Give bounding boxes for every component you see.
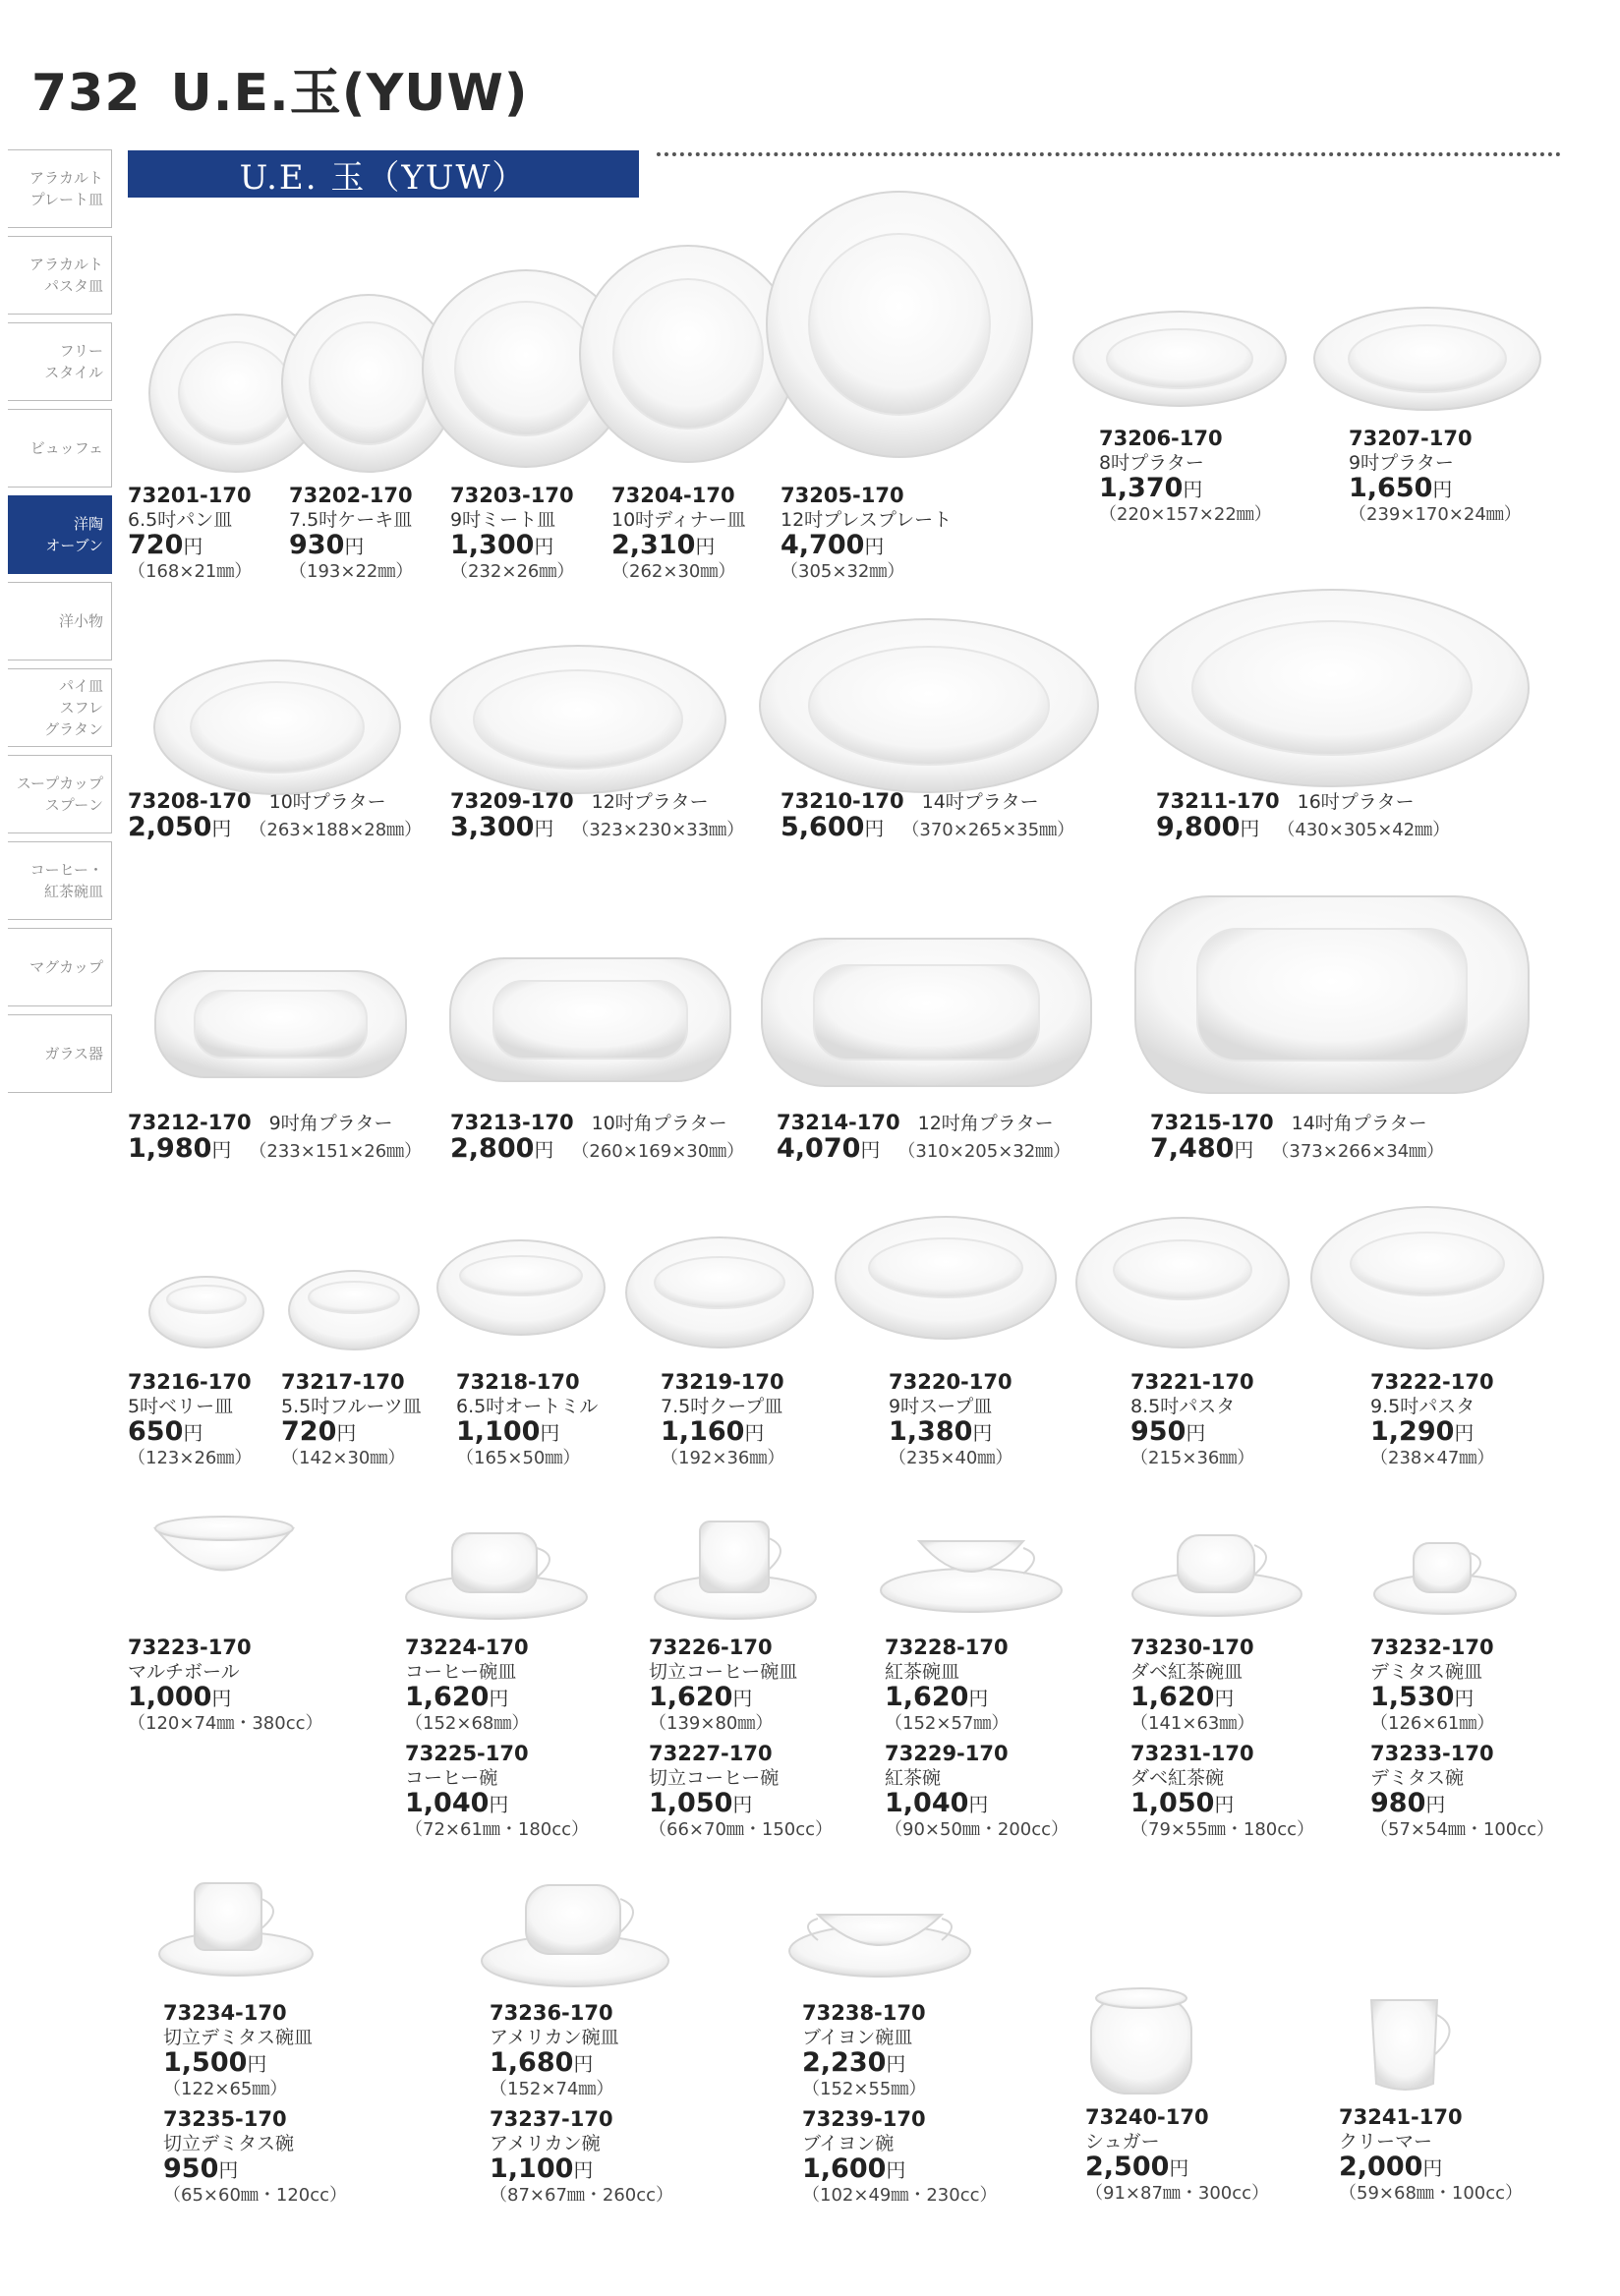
product-price: 1,370	[1099, 473, 1184, 503]
product-price: 1,050	[649, 1788, 733, 1818]
product-item	[128, 1370, 252, 1470]
currency-label: 円	[344, 535, 365, 558]
product-item	[1370, 1742, 1554, 1842]
series-title: U.E.玉(YUW)	[170, 64, 529, 123]
product-name: コーヒー碗皿	[405, 1661, 517, 1683]
platter-photo-73213	[450, 958, 730, 1081]
product-code: 73220-170	[889, 1370, 1012, 1394]
product-code: 73203-170	[450, 484, 574, 507]
currency-label: 円	[211, 1138, 232, 1162]
product-name: 10吋ディナー皿	[611, 509, 746, 531]
product-price: 7,480	[1150, 1133, 1235, 1164]
product-name: 12吋プラター	[591, 791, 709, 813]
currency-label: 円	[183, 1421, 203, 1445]
product-price: 980	[1370, 1788, 1426, 1818]
product-price: 650	[128, 1416, 184, 1447]
product-item	[781, 484, 952, 584]
currency-label: 円	[1214, 1793, 1235, 1816]
currency-label: 円	[247, 2052, 267, 2076]
sidebar-tab[interactable]: アラカルト プレート皿	[8, 149, 112, 228]
currency-label: 円	[489, 1793, 509, 1816]
currency-label: 円	[534, 1138, 554, 1162]
product-name: 9吋スープ皿	[889, 1396, 993, 1417]
product-item	[128, 789, 422, 842]
product-item	[163, 2107, 347, 2208]
product-item	[128, 1111, 422, 1164]
product-code: 73215-170	[1150, 1111, 1274, 1134]
currency-label: 円	[1240, 817, 1260, 840]
currency-label: 円	[972, 1421, 993, 1445]
product-code: 73226-170	[649, 1636, 773, 1659]
platter-photo-73211	[1135, 590, 1529, 786]
sidebar-tab[interactable]: フリー スタイル	[8, 322, 112, 401]
product-name: ブイヨン碗	[802, 2133, 895, 2154]
product-code: 73204-170	[611, 484, 735, 507]
product-name: クリーマー	[1339, 2131, 1433, 2152]
product-price: 1,100	[490, 2153, 574, 2184]
product-price: 950	[163, 2153, 219, 2184]
product-code: 73237-170	[490, 2107, 613, 2131]
product-name: 紅茶碗	[885, 1767, 942, 1789]
currency-label: 円	[1454, 1421, 1475, 1445]
product-code: 73202-170	[289, 484, 413, 507]
currency-label: 円	[968, 1793, 989, 1816]
sidebar-tab[interactable]: スープカップ スプーン	[8, 755, 112, 833]
bowl-photo-73217	[289, 1271, 419, 1349]
currency-label: 円	[864, 817, 885, 840]
product-item	[405, 1742, 589, 1842]
product-code: 73227-170	[649, 1742, 773, 1765]
product-dimensions: （122×65㎜）	[163, 2079, 288, 2099]
product-item	[405, 1636, 589, 1842]
product-name: 7.5吋ケーキ皿	[289, 509, 413, 531]
product-dimensions: （192×36㎜）	[661, 1448, 785, 1468]
product-code: 73241-170	[1339, 2105, 1463, 2129]
product-dimensions: （142×30㎜）	[281, 1448, 406, 1468]
product-name: ブイヨン碗皿	[802, 2027, 913, 2048]
product-dimensions: （235×40㎜）	[889, 1448, 1013, 1468]
product-price: 1,100	[456, 1416, 541, 1447]
currency-label: 円	[1454, 1687, 1475, 1710]
product-dimensions: （141×63㎜）	[1130, 1713, 1255, 1734]
bowl-photo-73222	[1311, 1207, 1543, 1349]
cup-saucer-photo-73226	[655, 1521, 816, 1619]
cup-saucer-photo-73232	[1374, 1543, 1516, 1614]
currency-label: 円	[860, 1138, 881, 1162]
product-code: 73222-170	[1370, 1370, 1494, 1394]
product-code: 73234-170	[163, 2001, 287, 2025]
product-price: 4,700	[781, 530, 865, 560]
product-name: 切立デミタス碗	[163, 2133, 295, 2154]
sidebar-tab[interactable]: マグカップ	[8, 928, 112, 1006]
product-code: 73217-170	[281, 1370, 405, 1394]
platter-photo-73215	[1135, 896, 1529, 1093]
product-name: 8吋プラター	[1099, 452, 1204, 474]
sugar-bowl-photo-73240	[1091, 1988, 1191, 2094]
product-dimensions: （193×22㎜）	[289, 561, 414, 582]
product-price: 5,600	[781, 812, 865, 842]
currency-label: 円	[211, 1687, 232, 1710]
currency-label: 円	[573, 2158, 594, 2182]
currency-label: 円	[1422, 2156, 1443, 2180]
product-dimensions: （310×205×32㎜）	[897, 1141, 1071, 1162]
product-item	[1339, 2105, 1523, 2206]
product-code: 73235-170	[163, 2107, 287, 2131]
product-item	[1370, 1370, 1494, 1470]
cup-saucer-photo-73224	[406, 1533, 587, 1619]
product-name: アメリカン碗	[490, 2133, 601, 2154]
product-dimensions: （430×305×42㎜）	[1277, 820, 1451, 840]
currency-label: 円	[968, 1687, 989, 1710]
plate-photo-73205	[767, 192, 1032, 457]
product-name: 12吋プレスプレート	[781, 509, 953, 531]
product-price: 1,620	[405, 1682, 490, 1712]
product-code: 73230-170	[1130, 1636, 1254, 1659]
product-price: 2,800	[450, 1133, 535, 1164]
creamer-photo-73241	[1371, 2000, 1450, 2090]
product-item	[802, 2107, 998, 2208]
currency-label: 円	[1214, 1687, 1235, 1710]
cup-saucer-photo-73228	[881, 1541, 1062, 1612]
product-dimensions: （263×188×28㎜）	[249, 820, 423, 840]
currency-label: 円	[534, 817, 554, 840]
cup-saucer-photo-73230	[1132, 1535, 1302, 1616]
sidebar-tab[interactable]: 洋陶 オーブン	[8, 495, 112, 574]
currency-label: 円	[540, 1421, 560, 1445]
product-code: 73225-170	[405, 1742, 529, 1765]
product-item	[1370, 1636, 1554, 1842]
product-code: 73209-170	[450, 789, 574, 813]
product-dimensions: （152×74㎜）	[490, 2079, 614, 2099]
product-name: アメリカン碗皿	[490, 2027, 619, 2048]
product-price: 1,620	[1130, 1682, 1215, 1712]
product-item	[128, 484, 252, 584]
sidebar-tab[interactable]: ガラス器	[8, 1014, 112, 1093]
product-item	[802, 2001, 998, 2208]
product-price: 930	[289, 530, 345, 560]
product-name: 10吋プラター	[268, 791, 386, 813]
product-price: 1,040	[405, 1788, 490, 1818]
product-item	[163, 2001, 347, 2208]
product-price: 2,000	[1339, 2152, 1423, 2182]
product-dimensions: （120×74㎜・380cc）	[128, 1713, 323, 1734]
product-item	[889, 1370, 1012, 1470]
product-item	[281, 1370, 422, 1470]
plate-photo-73204	[580, 246, 796, 462]
currency-label: 円	[489, 1687, 509, 1710]
product-dimensions: （79×55㎜・180cc）	[1130, 1819, 1315, 1840]
product-code: 73232-170	[1370, 1636, 1494, 1659]
product-name: 8.5吋パスタ	[1130, 1396, 1236, 1417]
product-dimensions: （262×30㎜）	[611, 561, 736, 582]
product-name: 5.5吋フルーツ皿	[281, 1396, 422, 1417]
product-item	[490, 2107, 673, 2208]
sidebar-tab[interactable]: 洋小物	[8, 582, 112, 660]
product-item	[490, 2001, 673, 2208]
bowl-photo-73219	[626, 1237, 813, 1348]
product-dimensions: （87×67㎜・260cc）	[490, 2185, 674, 2206]
product-name: 10吋角プラター	[591, 1113, 727, 1134]
product-price: 1,680	[490, 2047, 574, 2078]
product-price: 1,500	[163, 2047, 248, 2078]
product-price: 1,290	[1370, 1416, 1455, 1447]
product-name: 6.5吋オートミル	[456, 1396, 599, 1417]
product-name: 切立コーヒー碗皿	[649, 1661, 798, 1683]
product-price: 1,650	[1349, 473, 1433, 503]
product-price: 1,000	[128, 1682, 212, 1712]
product-name: コーヒー碗	[405, 1767, 498, 1789]
product-item	[450, 1111, 744, 1164]
product-dimensions: （168×21㎜）	[128, 561, 253, 582]
product-name: 12吋角プラター	[917, 1113, 1054, 1134]
currency-label: 円	[534, 535, 554, 558]
product-name: 5吋ベリー皿	[128, 1396, 234, 1417]
sidebar-tab[interactable]: パイ皿 スフレ グラタン	[8, 668, 112, 747]
currency-label: 円	[864, 535, 885, 558]
product-price: 2,230	[802, 2047, 887, 2078]
product-name: 切立デミタス碗皿	[163, 2027, 314, 2048]
product-code: 73210-170	[781, 789, 904, 813]
currency-label: 円	[1432, 478, 1453, 501]
product-dimensions: （126×61㎜）	[1370, 1713, 1495, 1734]
product-item	[781, 789, 1074, 842]
product-name: 紅茶碗皿	[885, 1661, 960, 1683]
product-code: 73214-170	[777, 1111, 900, 1134]
product-name: ダベ紅茶碗	[1130, 1767, 1225, 1789]
product-code: 73233-170	[1370, 1742, 1494, 1765]
cup-saucer-photo-73238	[789, 1915, 970, 1977]
product-price: 1,600	[802, 2153, 887, 2184]
product-dimensions: （59×68㎜・100cc）	[1339, 2183, 1524, 2204]
currency-label: 円	[1169, 2156, 1189, 2180]
product-code: 73212-170	[128, 1111, 252, 1134]
product-price: 1,380	[889, 1416, 973, 1447]
product-dimensions: （220×157×22㎜）	[1099, 504, 1272, 525]
platter-photo-73208	[154, 660, 400, 794]
product-code: 73229-170	[885, 1742, 1009, 1765]
product-code: 73228-170	[885, 1636, 1009, 1659]
product-code: 73224-170	[405, 1636, 529, 1659]
product-name: 7.5吋クープ皿	[661, 1396, 783, 1417]
product-name: 9吋ミート皿	[450, 509, 556, 531]
currency-label: 円	[695, 535, 716, 558]
platter-photo-73214	[762, 939, 1091, 1086]
product-item	[1150, 1111, 1444, 1164]
product-dimensions: （90×50㎜・200cc）	[885, 1819, 1070, 1840]
product-item	[456, 1370, 598, 1470]
product-item	[661, 1370, 784, 1470]
sidebar-tab[interactable]: ビュッフェ	[8, 409, 112, 488]
product-price: 1,050	[1130, 1788, 1215, 1818]
product-item	[885, 1636, 1069, 1842]
product-price: 9,800	[1156, 812, 1241, 842]
product-dimensions: （232×26㎜）	[450, 561, 575, 582]
product-name: 切立コーヒー碗	[649, 1767, 780, 1789]
product-code: 73221-170	[1130, 1370, 1254, 1394]
product-item	[1099, 427, 1272, 527]
product-dimensions: （233×151×26㎜）	[249, 1141, 423, 1162]
product-name: 9吋プラター	[1349, 452, 1454, 474]
product-name: 14吋角プラター	[1291, 1113, 1427, 1134]
product-dimensions: （305×32㎜）	[781, 561, 905, 582]
product-code: 73223-170	[128, 1636, 252, 1659]
product-dimensions: （370×265×35㎜）	[901, 820, 1075, 840]
product-price: 720	[128, 530, 184, 560]
product-price: 1,620	[885, 1682, 969, 1712]
product-item	[1156, 789, 1450, 842]
product-item	[1085, 2105, 1269, 2206]
page-number: 732	[31, 64, 142, 123]
product-dimensions: （260×169×30㎜）	[571, 1141, 745, 1162]
product-dimensions: （152×55㎜）	[802, 2079, 927, 2099]
platter-photo-73209	[431, 646, 725, 793]
currency-label: 円	[886, 2158, 906, 2182]
product-item	[649, 1742, 833, 1842]
product-item	[611, 484, 746, 584]
product-code: 73208-170	[128, 789, 252, 813]
product-item	[885, 1742, 1069, 1842]
currency-label: 円	[744, 1421, 765, 1445]
product-dimensions: （239×170×24㎜）	[1349, 504, 1522, 525]
cup-saucer-photo-73234	[159, 1883, 313, 1976]
product-dimensions: （72×61㎜・180cc）	[405, 1819, 590, 1840]
product-code: 73205-170	[781, 484, 904, 507]
product-code: 73218-170	[456, 1370, 580, 1394]
product-dimensions: （165×50㎜）	[456, 1448, 581, 1468]
product-dimensions: （373×266×34㎜）	[1271, 1141, 1445, 1162]
product-name: 6.5吋パン皿	[128, 509, 233, 531]
product-dimensions: （123×26㎜）	[128, 1448, 253, 1468]
product-item	[1130, 1742, 1314, 1842]
product-item	[649, 1636, 833, 1842]
product-item	[777, 1111, 1070, 1164]
product-name: 9.5吋パスタ	[1370, 1396, 1475, 1417]
product-name: デミタス碗	[1370, 1767, 1465, 1789]
platter-photo-73207	[1314, 308, 1540, 410]
bowl-photo-73216	[149, 1277, 263, 1348]
product-price: 1,620	[649, 1682, 733, 1712]
product-dimensions: （152×68㎜）	[405, 1713, 530, 1734]
currency-label: 円	[886, 2052, 906, 2076]
currency-label: 円	[732, 1793, 753, 1816]
currency-label: 円	[218, 2158, 239, 2182]
product-name: デミタス碗皿	[1370, 1661, 1483, 1683]
series-banner: U.E. 玉（YUW）	[128, 150, 639, 198]
product-name: 14吋プラター	[921, 791, 1039, 813]
product-name: マルチボール	[128, 1661, 240, 1683]
product-dimensions: （139×80㎜）	[649, 1713, 774, 1734]
product-dimensions: （91×87㎜・300cc）	[1085, 2183, 1270, 2204]
currency-label: 円	[183, 535, 203, 558]
product-price: 1,160	[661, 1416, 745, 1447]
product-price: 1,530	[1370, 1682, 1455, 1712]
product-price: 1,980	[128, 1133, 212, 1164]
currency-label: 円	[573, 2052, 594, 2076]
product-code: 73207-170	[1349, 427, 1473, 450]
cup-saucer-photo-73236	[482, 1885, 668, 1986]
product-code: 73231-170	[1130, 1742, 1254, 1765]
currency-label: 円	[732, 1687, 753, 1710]
product-dimensions: （215×36㎜）	[1130, 1448, 1255, 1468]
product-item	[450, 484, 574, 584]
product-name: 16吋プラター	[1297, 791, 1415, 813]
currency-label: 円	[1234, 1138, 1254, 1162]
product-dimensions: （323×230×33㎜）	[571, 820, 745, 840]
product-name: ダベ紅茶碗皿	[1130, 1661, 1244, 1683]
product-dimensions: （57×54㎜・100cc）	[1370, 1819, 1555, 1840]
product-code: 73213-170	[450, 1111, 574, 1134]
bowl-photo-73220	[836, 1217, 1056, 1339]
currency-label: 円	[336, 1421, 357, 1445]
sidebar-tab[interactable]: アラカルト パスタ皿	[8, 236, 112, 315]
product-price: 2,500	[1085, 2152, 1170, 2182]
platter-photo-73212	[155, 971, 406, 1077]
product-code: 73216-170	[128, 1370, 252, 1394]
product-code: 73236-170	[490, 2001, 613, 2025]
bowl-photo-73221	[1076, 1218, 1289, 1348]
product-code: 73211-170	[1156, 789, 1280, 813]
product-item	[450, 789, 744, 842]
product-item	[128, 1636, 323, 1736]
currency-label: 円	[211, 817, 232, 840]
bowl-photo-73223	[155, 1517, 293, 1571]
bowl-photo-73218	[437, 1240, 605, 1335]
product-code: 73201-170	[128, 484, 252, 507]
currency-label: 円	[1183, 478, 1203, 501]
product-price: 2,050	[128, 812, 212, 842]
product-code: 73206-170	[1099, 427, 1223, 450]
product-price: 1,040	[885, 1788, 969, 1818]
product-item	[1349, 427, 1522, 527]
product-dimensions: （66×70㎜・150cc）	[649, 1819, 834, 1840]
product-dimensions: （102×49㎜・230cc）	[802, 2185, 998, 2206]
product-item	[1130, 1636, 1314, 1842]
currency-label: 円	[1425, 1793, 1446, 1816]
sidebar-tab[interactable]: コーヒー・ 紅茶碗皿	[8, 841, 112, 920]
product-price: 3,300	[450, 812, 535, 842]
product-dimensions: （238×47㎜）	[1370, 1448, 1495, 1468]
product-price: 1,300	[450, 530, 535, 560]
platter-photo-73206	[1073, 312, 1286, 406]
product-item	[289, 484, 413, 584]
product-dimensions: （65×60㎜・120cc）	[163, 2185, 348, 2206]
currency-label: 円	[1186, 1421, 1206, 1445]
platter-photo-73210	[760, 619, 1098, 792]
product-name: 9吋角プラター	[268, 1113, 393, 1134]
product-name: シュガー	[1085, 2131, 1160, 2152]
product-price: 2,310	[611, 530, 696, 560]
product-price: 4,070	[777, 1133, 861, 1164]
product-code: 73239-170	[802, 2107, 926, 2131]
product-price: 950	[1130, 1416, 1186, 1447]
product-code: 73219-170	[661, 1370, 784, 1394]
product-item	[1130, 1370, 1254, 1470]
product-dimensions: （152×57㎜）	[885, 1713, 1010, 1734]
product-price: 720	[281, 1416, 337, 1447]
product-code: 73238-170	[802, 2001, 926, 2025]
product-code: 73240-170	[1085, 2105, 1209, 2129]
